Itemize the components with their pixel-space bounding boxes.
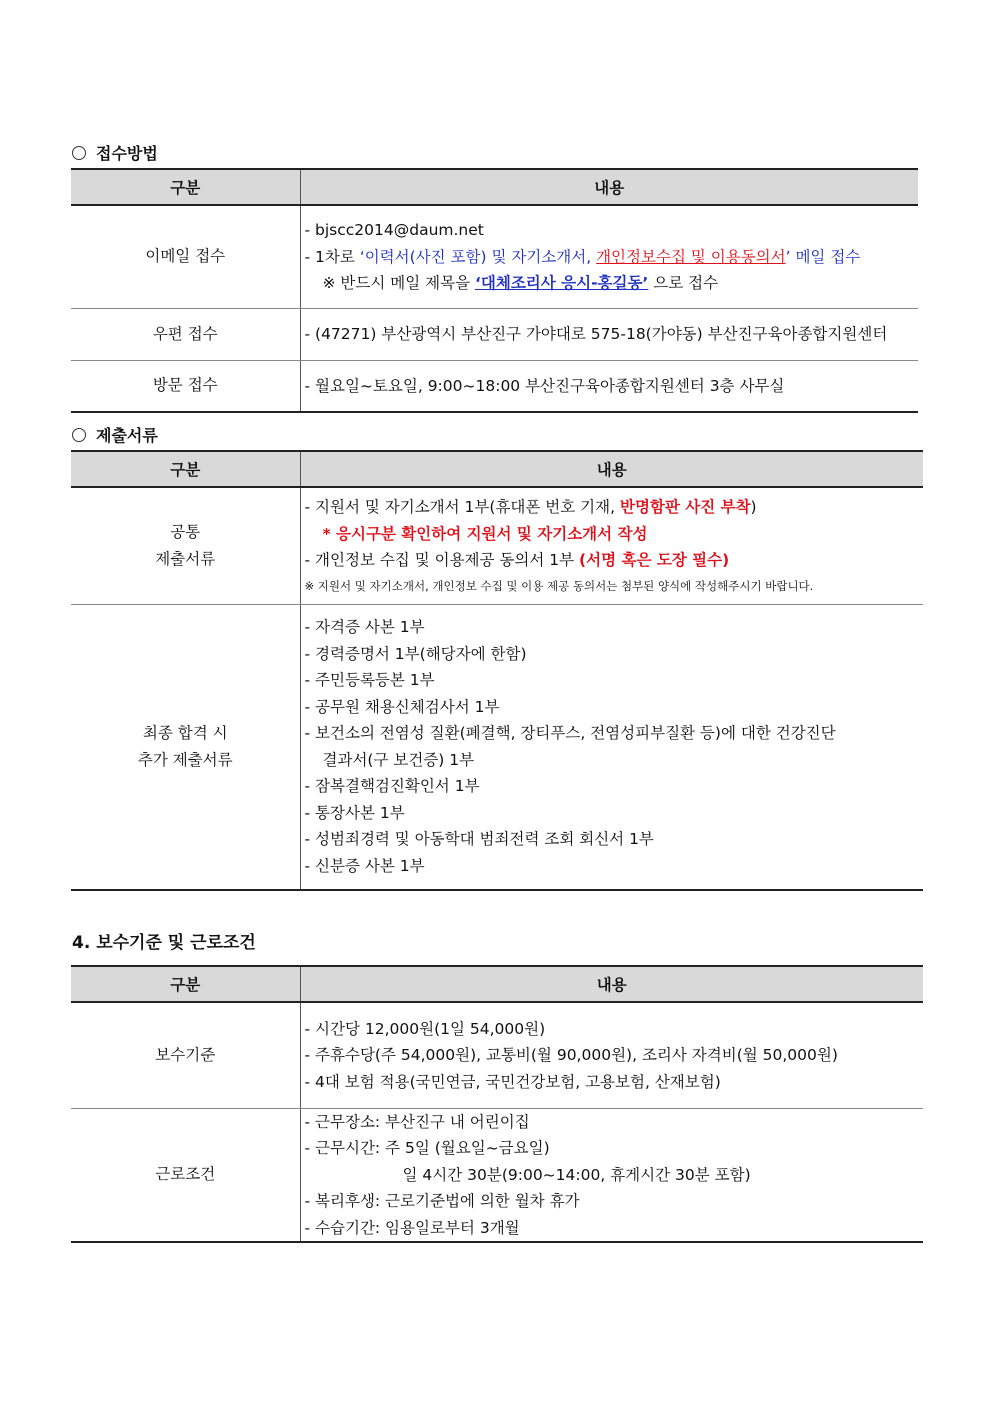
list-item: - 신분증 사본 1부 xyxy=(304,856,425,875)
column-header-content: 내용 xyxy=(300,169,918,205)
list-item: - 근무시간: 주 5일 (월요일~금요일) xyxy=(304,1139,550,1157)
section-title-application-method: 접수방법 xyxy=(72,141,158,164)
doc-note: ※ 지원서 및 자기소개서, 개인정보 수집 및 이용 제공 동의서는 첨부된 양식에 작성해주시기 바랍니다. xyxy=(304,578,814,593)
row-content-conditions xyxy=(300,1108,923,1242)
section-title-pay-conditions: 4. 보수기준 및 근로조건 xyxy=(72,933,256,953)
row-label-email: 이메일 접수 xyxy=(71,205,300,308)
list-item: 일 4시간 30분(9:00~14:00, 휴게시간 30분 포함) xyxy=(402,1165,751,1184)
list-item: - 성범죄경력 및 아동학대 범죄전력 조회 회신서 1부 xyxy=(304,830,654,849)
list-item: - 공무원 채용신체검사서 1부 xyxy=(304,697,500,716)
email-line-2: - 1차로 ‘이력서(사진 포함) 및 자기소개서, 개인정보수집 및 이용동의서’ 메일 접수 xyxy=(304,247,861,266)
mail-address: - (47271) 부산광역시 부산진구 가야대로 575-18(가야동) 부산진구육아종합지원센터 xyxy=(304,324,888,343)
list-item: - 잠복결핵검진확인서 1부 xyxy=(304,777,480,796)
row-label-mail: 우편 접수 xyxy=(71,308,300,360)
list-item: - 수습기간: 임용일로부터 3개월 xyxy=(304,1218,520,1237)
email-address: - bjscc2014@daum.net xyxy=(304,221,484,239)
column-header-category: 구분 xyxy=(71,451,300,487)
list-item: - 시간당 12,000원(1일 54,000원) xyxy=(304,1019,546,1038)
visit-info: - 월요일~토요일, 9:00~18:00 부산진구육아종합지원센터 3층 사무실 xyxy=(304,376,785,395)
row-label-pay: 보수기준 xyxy=(71,1002,300,1108)
row-label-conditions: 근로조건 xyxy=(71,1108,300,1242)
circle-bullet-icon xyxy=(72,146,86,160)
list-item: - 복리후생: 근로기준법에 의한 월차 휴가 xyxy=(304,1192,580,1210)
email-line-3: ※ 반드시 메일 제목을 ‘대체조리사 응시-홍길동’ 으로 접수 xyxy=(322,274,719,292)
doc-line-2: * 응시구분 확인하여 지원서 및 자기소개서 작성 xyxy=(322,524,648,543)
documents-table xyxy=(71,450,923,891)
row-content-additional xyxy=(300,604,923,890)
application-method-table xyxy=(71,168,918,413)
column-header-category: 구분 xyxy=(71,169,300,205)
list-item: - 경력증명서 1부(해당자에 한함) xyxy=(304,644,527,663)
list-item: - 주휴수당(주 54,000원), 교통비(월 90,000원), 조리사 자격비(월 50,000원) xyxy=(304,1046,838,1064)
row-label-common: 공통 제출서류 xyxy=(71,487,300,604)
list-item: - 4대 보험 적용(국민연금, 국민건강보험, 고용보험, 산재보험) xyxy=(304,1072,721,1091)
list-item: - 보건소의 전염성 질환(폐결핵, 장티푸스, 전염성피부질환 등)에 대한 건강진단 xyxy=(304,724,836,743)
doc-line-1: - 지원서 및 자기소개서 1부(휴대폰 번호 기재, 반명함판 사진 부착) xyxy=(304,498,757,516)
column-header-content: 내용 xyxy=(300,451,923,487)
row-content-common xyxy=(300,487,923,604)
row-label-visit: 방문 접수 xyxy=(71,360,300,412)
list-item: - 근무장소: 부산진구 내 어린이집 xyxy=(304,1112,530,1131)
list-item: - 자격증 사본 1부 xyxy=(304,618,425,637)
section-title-documents: 제출서류 xyxy=(72,423,158,446)
list-item: - 주민등록등본 1부 xyxy=(304,671,435,690)
column-header-content: 내용 xyxy=(300,966,923,1002)
column-header-category: 구분 xyxy=(71,966,300,1002)
list-item: - 통장사본 1부 xyxy=(304,803,405,822)
row-content-email xyxy=(300,205,918,308)
pay-conditions-table xyxy=(71,965,923,1243)
doc-line-3: - 개인정보 수집 및 이용제공 동의서 1부 (서명 혹은 도장 필수) xyxy=(304,551,730,569)
list-item: 결과서(구 보건증) 1부 xyxy=(322,750,475,769)
circle-bullet-icon xyxy=(72,428,86,442)
row-content-pay xyxy=(300,1002,923,1108)
row-label-additional: 최종 합격 시 추가 제출서류 xyxy=(71,604,300,890)
